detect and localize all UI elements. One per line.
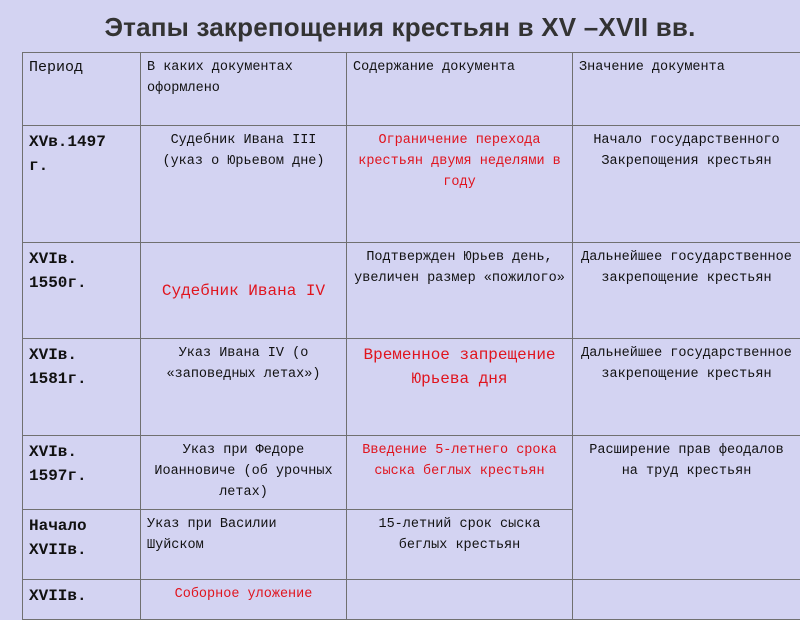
content-cell: 15-летний срок сыска беглых крестьян <box>347 510 573 580</box>
table-row <box>23 126 800 243</box>
header-content: Содержание документа <box>347 53 573 126</box>
document-cell: Судебник Ивана III (указ о Юрьевом дне) <box>141 126 347 243</box>
page-title: Этапы закрепощения крестьян в XV –XVII вв. <box>0 12 800 43</box>
table-header-row <box>23 53 800 126</box>
content-cell: Введение 5-летнего срока сыска беглых крестьян <box>347 436 573 510</box>
document-cell: Указ при Федоре Иоанновиче (об урочных летах) <box>141 436 347 510</box>
table-row <box>23 243 800 339</box>
document-cell: Судебник Ивана IV <box>141 243 347 339</box>
header-period: Период <box>23 53 141 126</box>
header-meaning: Значение документа <box>573 53 800 126</box>
content-cell: Временное запрещение Юрьева дня <box>347 339 573 436</box>
period-cell: XVв.1497 г. <box>23 126 141 243</box>
content-cell: Ограничение перехода крестьян двумя неделями в году <box>347 126 573 243</box>
serfdom-stages-table <box>22 52 800 620</box>
meaning-cell: Начало государственного Закрепощения крестьян <box>573 126 800 243</box>
period-cell: Начало XVIIв. <box>23 510 141 580</box>
table-row <box>23 339 800 436</box>
meaning-cell: Дальнейшее государственное закрепощение крестьян <box>573 243 800 339</box>
table-row <box>23 436 800 510</box>
document-cell: Указ при Василии Шуйском <box>141 510 347 580</box>
meaning-cell: Дальнейшее государственное закрепощение крестьян <box>573 339 800 436</box>
period-cell: XVIв. 1581г. <box>23 339 141 436</box>
document-cell: Соборное уложение <box>141 580 347 620</box>
document-cell: Указ Ивана IV (о «заповедных летах») <box>141 339 347 436</box>
meaning-cell: Расширение прав феодалов на труд крестьян <box>573 436 800 580</box>
content-cell: Подтвержден Юрьев день, увеличен размер «пожилого» <box>347 243 573 339</box>
header-documents: В каких документах оформлено <box>141 53 347 126</box>
period-cell: XVIв. 1597г. <box>23 436 141 510</box>
period-cell: XVIв. 1550г. <box>23 243 141 339</box>
period-cell: XVIIв. <box>23 580 141 620</box>
